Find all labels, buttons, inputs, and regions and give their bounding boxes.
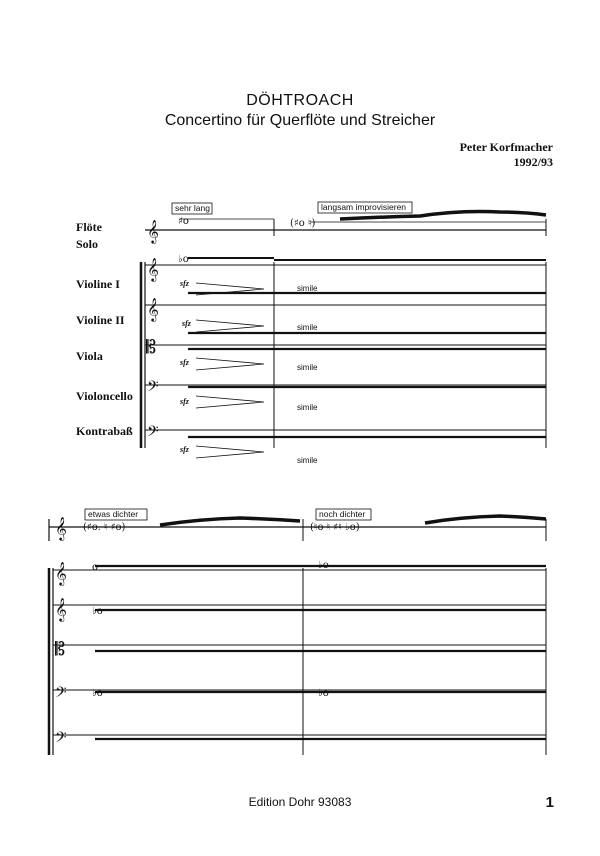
svg-text:♯o: ♯o <box>178 216 189 227</box>
simile-1: simile <box>297 284 318 293</box>
composition-year: 1992/93 <box>513 155 553 169</box>
svg-text:𝄢: 𝄢 <box>55 729 67 750</box>
dynamic-sfz-2: sfz <box>182 319 191 328</box>
svg-text:𝄡: 𝄡 <box>55 639 66 660</box>
svg-text:♭o: ♭o <box>178 254 189 265</box>
svg-text:𝄞: 𝄞 <box>55 561 67 585</box>
svg-text:𝄢: 𝄢 <box>55 684 67 705</box>
piece-title: DÖHTROACH <box>246 92 354 109</box>
page-number: 1 <box>545 794 554 811</box>
tempo-mark-noch-dichter: noch dichter <box>319 509 366 519</box>
tempo-mark-langsam: langsam improvisieren <box>321 202 407 212</box>
svg-text:𝄞: 𝄞 <box>147 257 159 281</box>
simile-5: simile <box>297 456 318 465</box>
svg-text:♭o: ♭o <box>92 688 103 699</box>
dynamic-sfz-3: sfz <box>180 358 189 367</box>
svg-text:𝄞: 𝄞 <box>55 516 67 540</box>
dynamic-sfz-5: sfz <box>180 445 189 454</box>
dynamic-sfz-1: sfz <box>180 279 189 288</box>
dynamic-sfz-4: sfz <box>180 397 189 406</box>
svg-text:𝄢: 𝄢 <box>147 378 159 399</box>
svg-text:𝄢: 𝄢 <box>147 423 159 444</box>
instrument-label-violine-2: Violine II <box>76 313 125 327</box>
svg-text:(♯o ♮): (♯o ♮) <box>290 218 316 229</box>
svg-text:𝄡: 𝄡 <box>146 337 157 358</box>
svg-text:𝄞: 𝄞 <box>147 297 159 321</box>
instrument-label-violine-1: Violine I <box>76 277 120 291</box>
svg-text:♭o: ♭o <box>318 688 329 699</box>
simile-3: simile <box>297 363 318 372</box>
edition-footer: Edition Dohr 93083 <box>248 795 352 809</box>
svg-text:(♯o. ♮ ♯o): (♯o. ♮ ♯o) <box>83 522 126 533</box>
piece-subtitle: Concertino für Querflöte und Streicher <box>164 112 436 129</box>
instrument-label-viola: Viola <box>76 349 103 363</box>
instrument-label-solo: Solo <box>76 237 99 251</box>
instrument-label-floete: Flöte <box>76 220 102 234</box>
simile-4: simile <box>297 403 318 412</box>
tempo-mark-sehr-lang: sehr lang <box>175 203 210 213</box>
treble-clef-icon: 𝄞 <box>147 219 159 243</box>
svg-text:𝄞: 𝄞 <box>55 597 67 621</box>
instrument-label-kontrabass: Kontrabaß <box>76 424 133 438</box>
svg-text:♭o: ♭o <box>92 606 103 617</box>
instrument-label-violoncello: Violoncello <box>76 389 133 403</box>
svg-text:(♮o ♮ ♯♮ ♭o): (♮o ♮ ♯♮ ♭o) <box>310 522 360 533</box>
svg-text:♭o: ♭o <box>318 560 329 571</box>
tempo-mark-etwas-dichter: etwas dichter <box>88 509 139 519</box>
simile-2: simile <box>297 323 318 332</box>
composer-name: Peter Korfmacher <box>459 140 553 154</box>
svg-text:o: o <box>92 562 99 573</box>
